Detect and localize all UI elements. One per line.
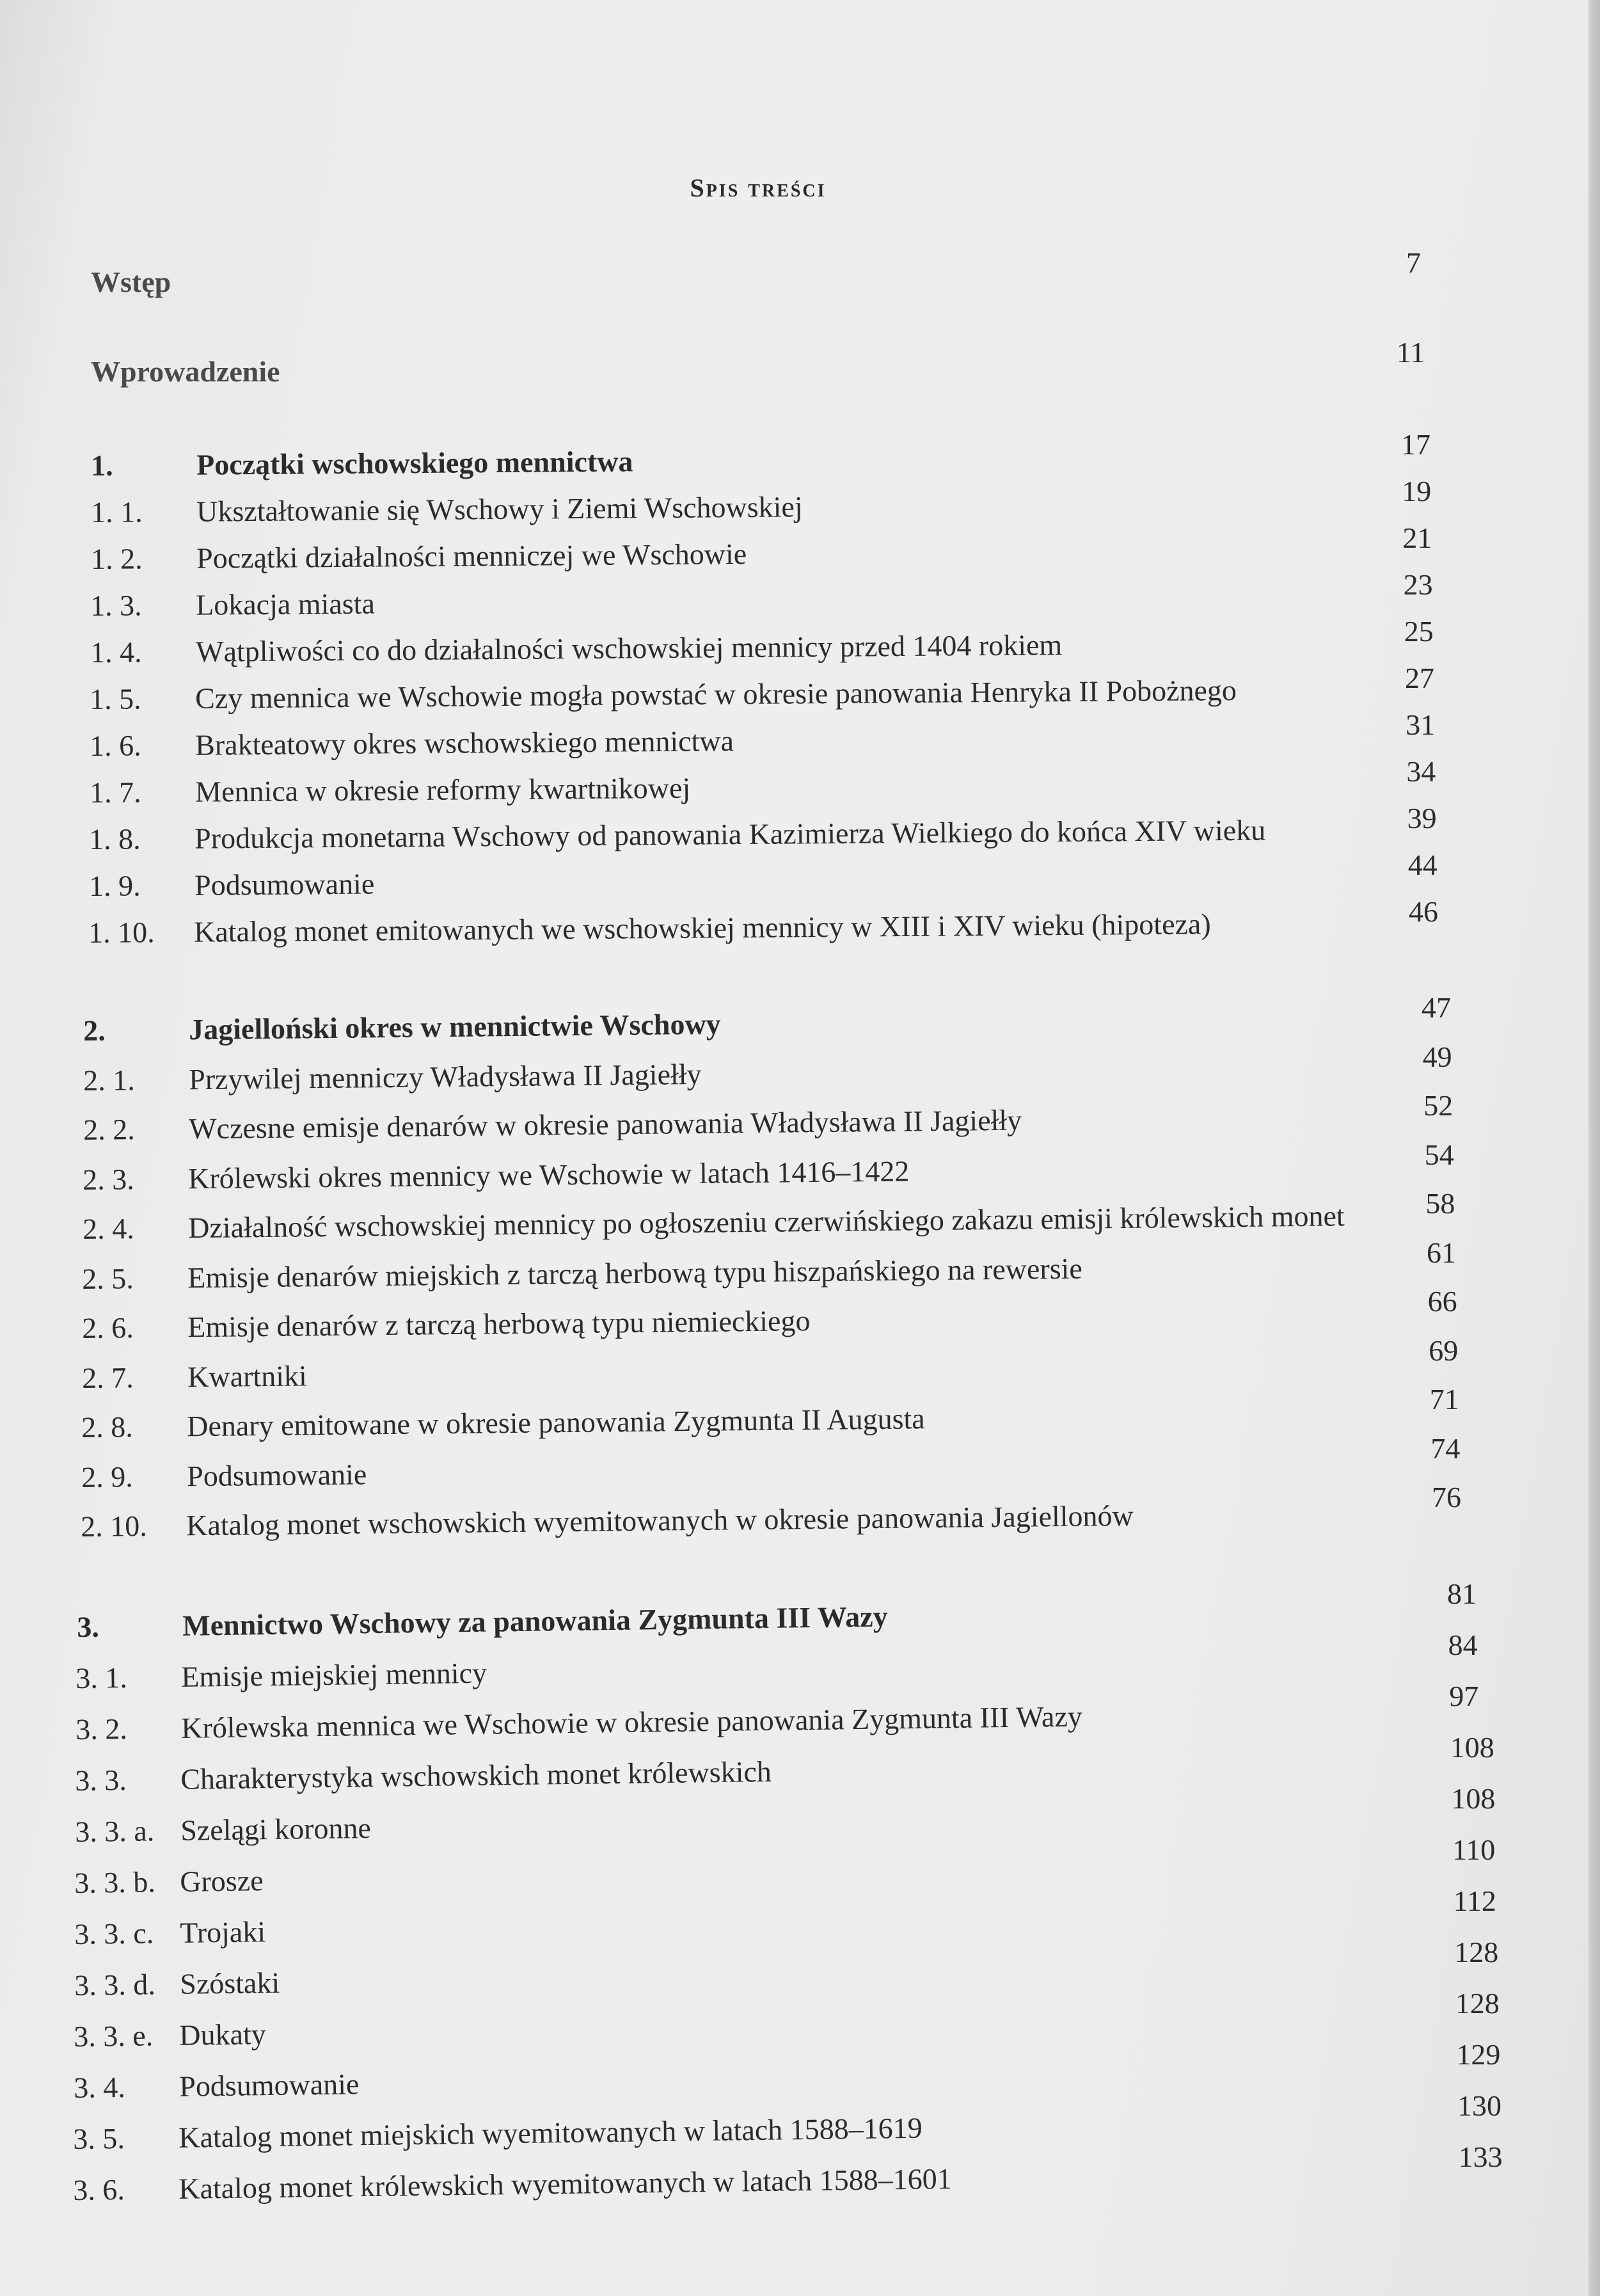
toc-entry-title: Początki wschowskiego mennictwa — [196, 445, 633, 481]
toc-entry-number: 3. 3. b. — [74, 1865, 156, 1899]
toc-page-number: 74 — [1430, 1431, 1461, 1465]
toc-entry-title: Królewska mennica we Wschowie w okresie panowania Zygmunta III Wazy — [180, 1700, 1082, 1744]
toc-entry-number: 1. 10. — [88, 916, 155, 949]
toc-entry-number: 2. 9. — [81, 1460, 133, 1494]
toc-entry-title: Denary emitowane w okresie panowania Zygmunta II Augusta — [187, 1402, 926, 1443]
toc-entry-number: 1. 3. — [90, 589, 143, 622]
toc-entry-title: Katalog monet emitowanych we wschowskiej mennicy w XIII i XIV wieku (hipoteza) — [194, 907, 1212, 948]
toc-entry-title: Emisje denarów z tarczą herbową typu niemieckiego — [187, 1304, 811, 1344]
toc-entry-number: 2. 6. — [81, 1311, 134, 1344]
toc-page-number: 23 — [1403, 568, 1433, 601]
toc-entry-title: Grosze — [180, 1864, 264, 1898]
toc-page-number: 71 — [1429, 1383, 1459, 1415]
toc-entry-number: 3. 2. — [75, 1712, 127, 1746]
toc-page-number: 52 — [1423, 1089, 1453, 1122]
toc-page-number: 69 — [1429, 1334, 1459, 1367]
toc-entry-title: Produkcja monetarna Wschowy od panowania Kazimierza Wielkiego do końca XIV wieku — [194, 813, 1266, 855]
toc-entry-number: 1. 8. — [89, 822, 141, 856]
toc-entry-number: 1. 2. — [90, 542, 143, 575]
toc-page-number: 25 — [1404, 615, 1434, 648]
toc-entry-title: Wprowadzenie — [91, 355, 280, 388]
toc-entry-title: Emisje miejskiej mennicy — [180, 1656, 487, 1693]
toc-entry-number: 3. 1. — [75, 1661, 128, 1694]
toc-entry-title: Początki działalności menniczej we Wschowie — [196, 537, 747, 575]
toc-page-number: 66 — [1427, 1285, 1457, 1318]
toc-entry-number: 3. 3. e. — [74, 2019, 154, 2053]
toc-entry-title: Katalog monet wschowskich wyemitowanych w okresie panowania Jagiellonów — [186, 1499, 1134, 1542]
toc-page-number: 31 — [1406, 708, 1436, 741]
toc-entry-number: 1. — [90, 449, 113, 482]
toc-entry-title: Mennica w okresie reformy kwartnikowej — [194, 771, 691, 808]
toc-page-number: 133 — [1458, 2141, 1503, 2173]
toc-entry-title: Mennictwo Wschowy za panowania Zygmunta III Wazy — [182, 1600, 888, 1642]
toc-entry-number: 2. — [83, 1014, 106, 1047]
toc-entry-title: Brakteatowy okres wschowskiego mennictwa — [194, 724, 734, 761]
toc-page-number: 108 — [1451, 1782, 1496, 1815]
toc-page-number: 97 — [1449, 1680, 1479, 1712]
toc-page-number: 39 — [1407, 802, 1437, 834]
toc-page-number: 130 — [1457, 2089, 1501, 2122]
toc-entry-number: 1. 9. — [88, 869, 141, 902]
toc-entry-number: 2. 2. — [83, 1113, 135, 1146]
toc-entry-number: 3. 3. c. — [74, 1917, 154, 1950]
toc-entry-title: Czy mennica we Wschowie mogła powstać w okresie panowania Henryka II Pobożnego — [195, 673, 1237, 715]
toc-page-number: 58 — [1425, 1187, 1455, 1220]
toc-entry-title: Działalność wschowskiej mennicy po ogłoszeniu czerwińskiego zakazu emisji królewskich monet — [187, 1199, 1345, 1245]
toc-entry-number: 2. 10. — [81, 1509, 148, 1543]
toc-entry-number: 1. 6. — [89, 729, 141, 762]
toc-entry-title: Wczesne emisje denarów w okresie panowania Władysława II Jagiełły — [188, 1103, 1022, 1145]
toc-page-number: 27 — [1405, 662, 1434, 694]
toc-page-number: 84 — [1448, 1629, 1478, 1661]
toc-entry-number: 2. 5. — [82, 1261, 134, 1295]
toc-entry-number: 3. 5. — [73, 2121, 125, 2155]
toc-page-number: 128 — [1454, 1936, 1499, 1968]
toc-entry-title: Ukształtowanie się Wschowy i Ziemi Wschowskiej — [196, 490, 803, 528]
toc-page-number: 112 — [1453, 1885, 1496, 1917]
toc-entry-title: Dukaty — [179, 2018, 267, 2052]
toc-entry-number: 2. 7. — [81, 1360, 134, 1394]
toc-entry-title: Podsumowanie — [186, 1457, 367, 1492]
toc-entry-title: Przywilej menniczy Władysława II Jagiełły — [188, 1057, 702, 1096]
toc-entry-number: 2. 8. — [81, 1410, 134, 1444]
toc-page-number: 81 — [1447, 1577, 1477, 1610]
toc-page-number: 17 — [1401, 428, 1430, 461]
toc-entry-number: 1. 4. — [90, 635, 142, 669]
toc-page-number: 21 — [1402, 522, 1432, 554]
toc-page-number: 128 — [1455, 1987, 1500, 2020]
toc-entry-title: Królewski okres mennicy we Wschowie w latach 1416–1422 — [188, 1154, 910, 1195]
toc-entry-title: Podsumowanie — [178, 2068, 360, 2103]
toc-entry-number: 3. 3. d. — [74, 1968, 155, 2002]
toc-page-number: 61 — [1427, 1236, 1456, 1269]
toc-page-number: 7 — [1406, 246, 1421, 279]
toc-entry-title: Podsumowanie — [194, 867, 375, 902]
toc-entry-number: 3. 4. — [73, 2070, 125, 2104]
toc-entry-title: Katalog monet królewskich wyemitowanych w latach 1588–1601 — [178, 2162, 953, 2205]
toc-page-number: 11 — [1397, 336, 1425, 369]
toc-entry-number: 2. 3. — [83, 1162, 135, 1196]
toc-page-number: 76 — [1432, 1481, 1461, 1513]
toc-entry-title: Szóstaki — [179, 1966, 280, 2000]
toc-entry-title: Szelągi koronne — [180, 1811, 372, 1847]
toc-entry-title: Trojaki — [179, 1915, 266, 1949]
toc-page-number: 110 — [1452, 1833, 1496, 1866]
toc-page-number: 54 — [1424, 1138, 1454, 1171]
toc-page-number: 129 — [1456, 2038, 1501, 2071]
toc-entry-number: 2. 1. — [83, 1063, 135, 1097]
toc-page-number: 108 — [1450, 1731, 1494, 1764]
toc-entry-title: Wstęp — [91, 266, 171, 298]
toc-entry-number: 1. 5. — [90, 682, 142, 715]
toc-entry-title: Emisje denarów miejskich z tarczą herbową typu hiszpańskiego na rewersie — [187, 1252, 1083, 1294]
toc-entry-title: Katalog monet miejskich wyemitowanych w latach 1588–1619 — [178, 2111, 923, 2154]
toc-page-number: 49 — [1422, 1040, 1452, 1073]
toc-entry-number: 3. 6. — [72, 2172, 125, 2206]
toc-entry-number: 3. — [76, 1610, 100, 1643]
toc-page-number: 19 — [1402, 475, 1432, 507]
toc-page-number: 44 — [1407, 849, 1438, 881]
page-edge — [1588, 0, 1600, 2296]
toc-entry-title: Jagielloński okres w mennictwie Wschowy — [188, 1007, 721, 1046]
toc-entry-title: Charakterystyka wschowskich monet królewskich — [180, 1755, 772, 1796]
toc-entry-number: 2. 4. — [82, 1212, 134, 1245]
toc-title: Spis treści — [690, 173, 827, 202]
toc-entry-title: Wątpliwości co do działalności wschowskiej mennicy przed 1404 rokiem — [195, 628, 1063, 668]
toc-entry-title: Lokacja miasta — [196, 587, 376, 621]
toc-entry-number: 1. 1. — [90, 495, 143, 529]
toc-entry-number: 1. 7. — [89, 776, 141, 809]
toc-page-number: 47 — [1422, 991, 1451, 1024]
toc-entry-title: Kwartniki — [187, 1359, 307, 1393]
toc-entry-number: 3. 3. — [75, 1763, 127, 1797]
toc-page-number: 34 — [1406, 755, 1436, 788]
toc-page-number: 46 — [1409, 895, 1438, 928]
toc-entry-number: 3. 3. a. — [74, 1814, 155, 1848]
